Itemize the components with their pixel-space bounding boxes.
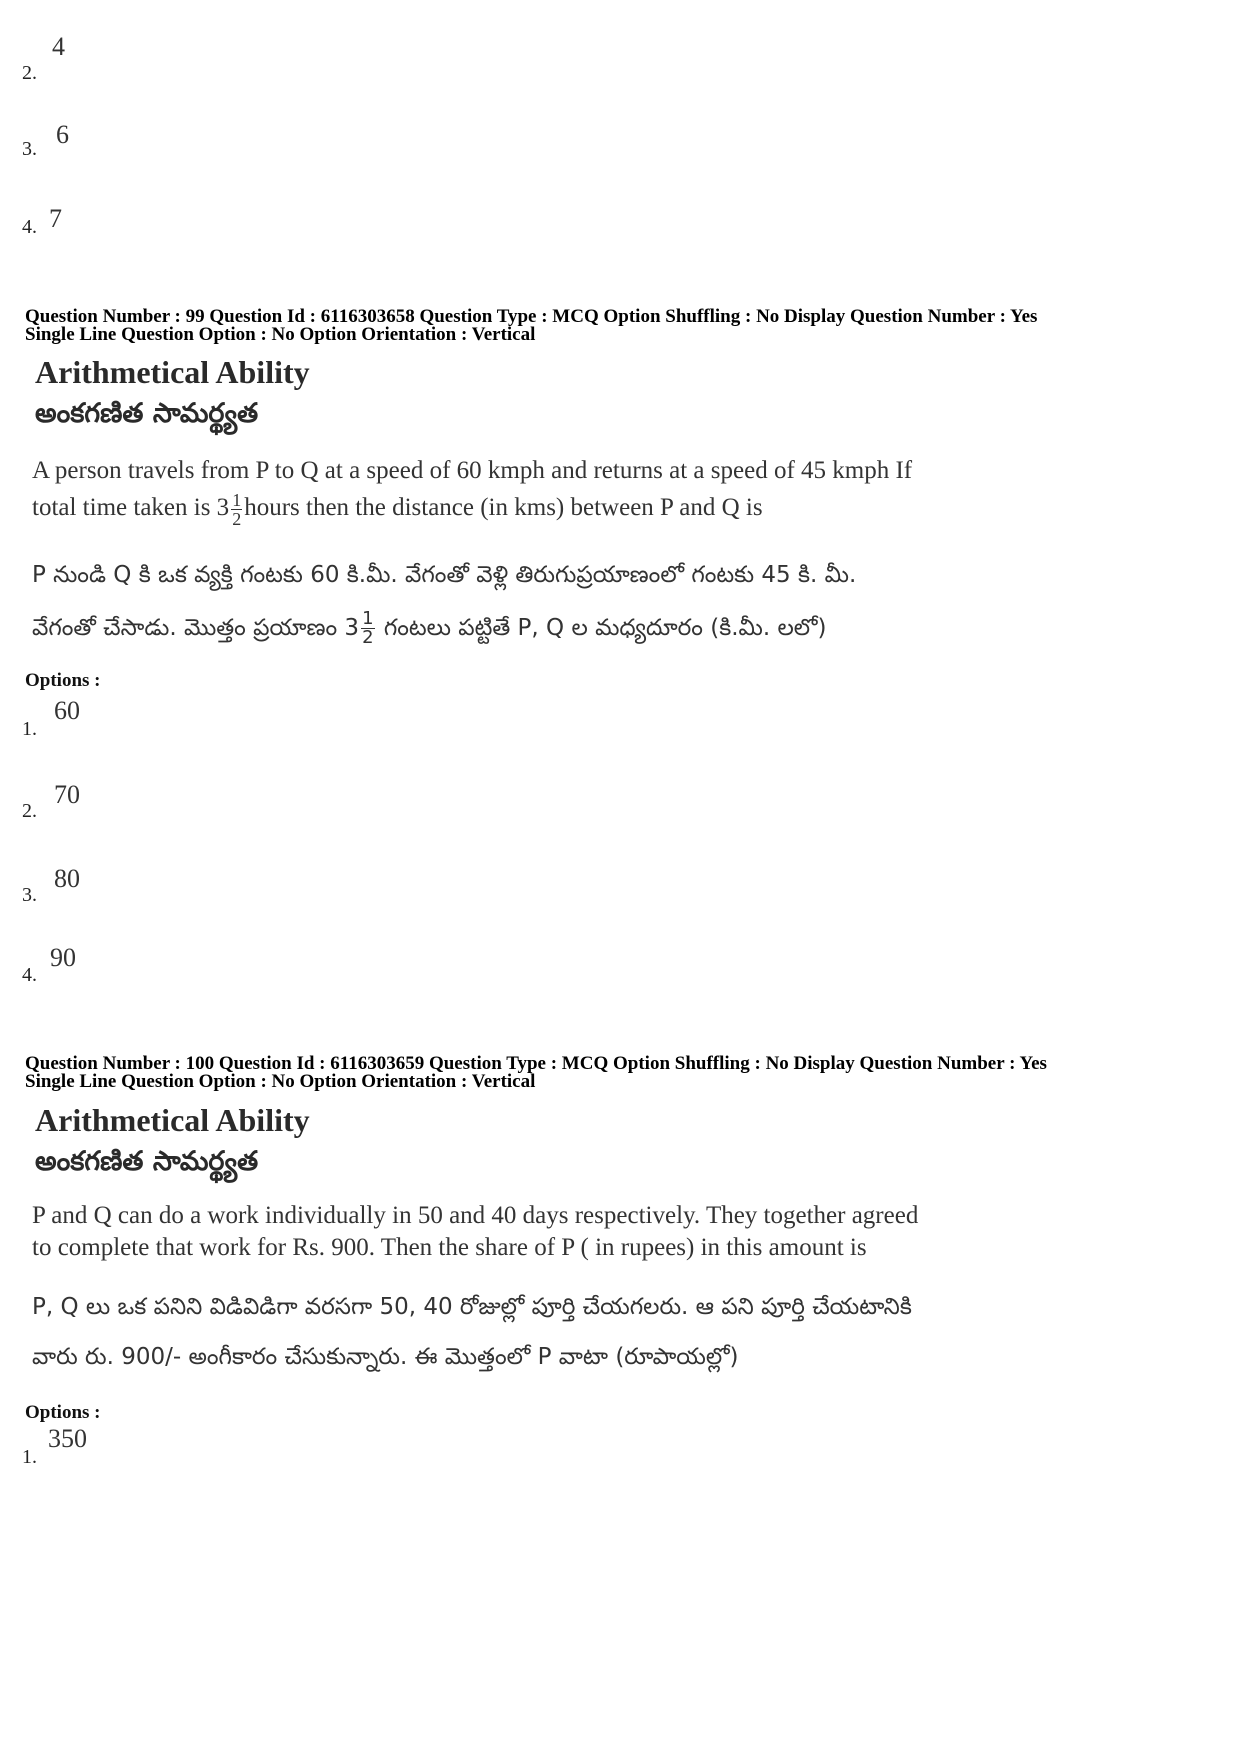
question-meta-line1: Question Number : 99 Question Id : 6116303658 Question Type : MCQ Option Shuffling : No Display Question Number : Yes — [25, 306, 1038, 327]
option-number: 3. — [22, 884, 37, 906]
option-value: 4 — [52, 32, 65, 61]
question-text-english — [32, 452, 1182, 528]
fraction-numerator: 1 — [362, 608, 374, 629]
question-meta-line1: Question Number : 100 Question Id : 6116303659 Question Type : MCQ Option Shuffling : No Display Question Number : Yes — [25, 1053, 1047, 1074]
option-value: 350 — [48, 1424, 87, 1453]
section-title-telugu: అంకగణిత సామర్థ్యత — [35, 398, 259, 429]
option-number: 2. — [22, 800, 37, 822]
question-text-telugu-line2 — [32, 610, 1212, 647]
fraction — [231, 491, 242, 528]
question-line: A person travels from P to Q at a speed of 60 kmph and returns at a speed of 45 kmph If — [32, 457, 913, 484]
question-line-part: వేగంతో చేసాడు. మొత్తం ప్రయాణం 3 — [32, 615, 360, 641]
question-line-part: hours then the distance (in kms) between P and Q is — [244, 494, 763, 521]
option-value: 6 — [56, 120, 69, 149]
option-number: 3. — [22, 138, 37, 160]
question-line: to complete that work for Rs. 900. Then the share of P ( in rupees) in this amount is — [32, 1234, 867, 1261]
option-value: 7 — [49, 204, 62, 233]
question-line: P and Q can do a work individually in 50 and 40 days respectively. They together agreed — [32, 1202, 919, 1229]
option-value: 90 — [50, 943, 76, 972]
options-label: Options : — [25, 1402, 101, 1423]
question-meta-line2: Single Line Question Option : No Option Orientation : Vertical — [25, 1071, 536, 1092]
question-text-telugu-line1: P నుండి Q కి ఒక వ్యక్తి గంటకు 60 కి.మీ. వేగంతో వెళ్లి తిరుగుప్రయాణంలో గంటకు 45 కి. మీ. — [32, 562, 857, 588]
fraction-denominator: 2 — [232, 508, 242, 529]
section-title-english: Arithmetical Ability — [35, 354, 310, 390]
option-number: 4. — [22, 216, 37, 238]
fraction — [361, 610, 374, 647]
section-title-english: Arithmetical Ability — [35, 1102, 310, 1138]
fraction-denominator: 2 — [362, 627, 374, 648]
option-number: 1. — [22, 1446, 37, 1468]
question-meta-line2: Single Line Question Option : No Option Orientation : Vertical — [25, 324, 536, 345]
option-number: 4. — [22, 964, 37, 986]
question-line — [32, 489, 1182, 528]
option-value: 80 — [54, 864, 80, 893]
question-text-telugu-line1: P, Q లు ఒక పనిని విడివిడిగా వరసగా 50, 40 రోజుల్లో పూర్తి చేయగలరు. ఆ పని పూర్తి చేయటానికి — [32, 1294, 912, 1320]
option-number: 2. — [22, 62, 37, 84]
section-title-telugu: అంకగణిత సామర్థ్యత — [35, 1146, 259, 1177]
option-number: 1. — [22, 718, 37, 740]
fraction-numerator: 1 — [232, 489, 242, 510]
option-value: 60 — [54, 696, 80, 725]
question-line-part: total time taken is 3 — [32, 494, 230, 521]
question-line-part: గంటలు పట్టితే P, Q ల మధ్యదూరం (కి.మీ. లలో) — [383, 615, 827, 641]
question-text-english — [32, 1200, 1182, 1264]
option-value: 70 — [54, 780, 80, 809]
options-label: Options : — [25, 670, 101, 691]
question-text-telugu-line2: వారు రు. 900/- అంగీకారం చేసుకున్నారు. ఈ మొత్తంలో P వాటా (రూపాయల్లో) — [32, 1344, 739, 1370]
